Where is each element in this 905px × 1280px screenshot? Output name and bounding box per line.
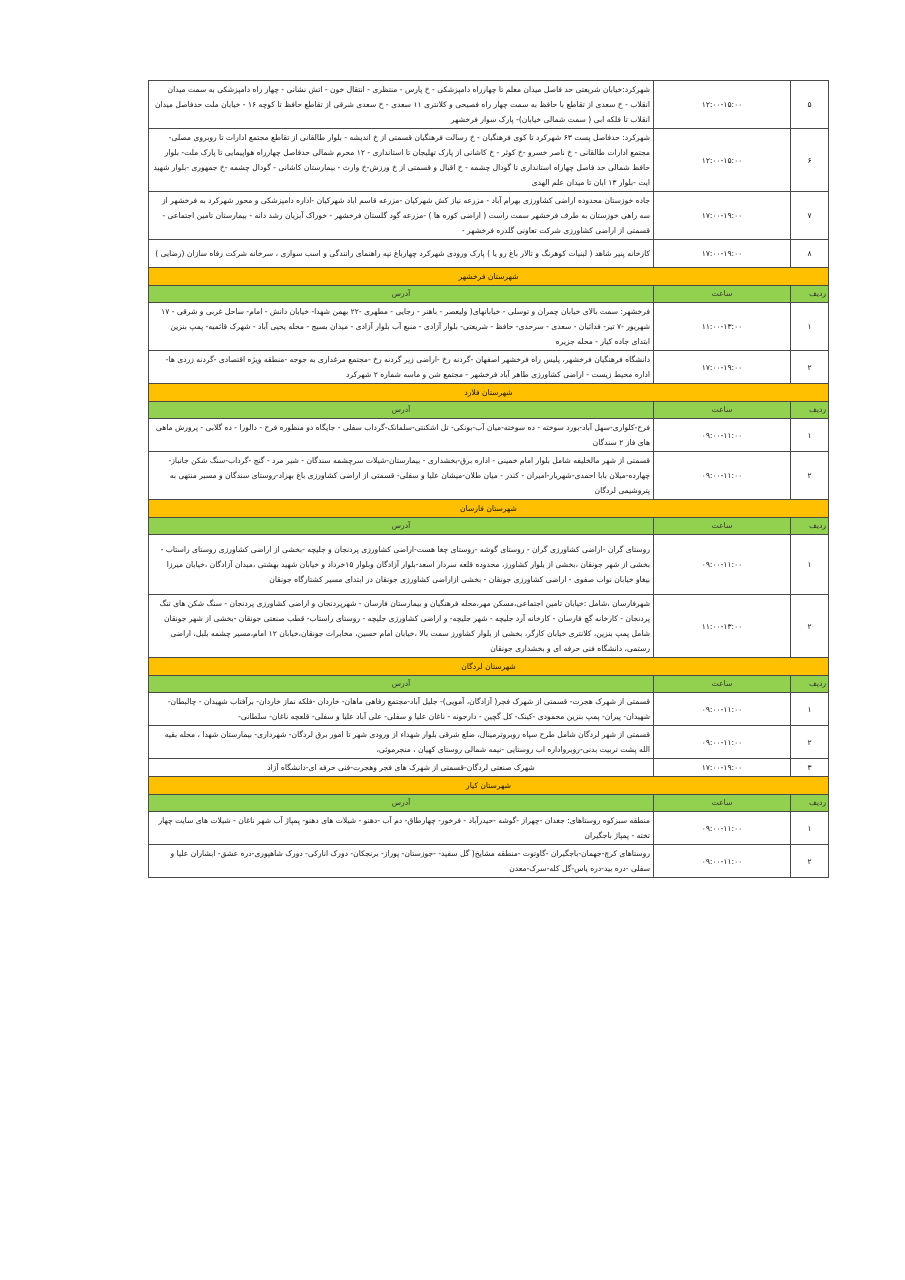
- column-header-row: [149, 795, 829, 812]
- row-number: ۲: [791, 845, 829, 878]
- row-address: فرح-کلواری-سهل آباد-بورد سوخته - ده سوخته-میان آب-بونکی- تل اشکنتی-سلمانک-گرداب سفلی - جایگاه دو منظوره فرح - دالورا - ده گلابی - پرورش ماهی های فاز ۲ سندگان: [149, 419, 654, 452]
- row-time: ۰۹:۰۰-۱۱:۰۰: [654, 726, 791, 759]
- row-number: ۱: [791, 303, 829, 351]
- row-time: ۰۹:۰۰-۱۱:۰۰: [654, 845, 791, 878]
- row-time: ۱۱:۰۰-۱۳:۰۰: [654, 595, 791, 658]
- header-address: آدرس: [149, 518, 654, 535]
- row-time: ۰۹:۰۰-۱۱:۰۰: [654, 812, 791, 845]
- county-band: [149, 268, 829, 286]
- table-row: [149, 535, 829, 595]
- table-row: [149, 693, 829, 726]
- row-number: ۲: [791, 726, 829, 759]
- county-title: شهرستان لردگان: [149, 658, 829, 676]
- header-row-number: ردیف: [791, 402, 829, 419]
- county-band: [149, 384, 829, 402]
- row-number: ۲: [791, 452, 829, 500]
- county-band: [149, 500, 829, 518]
- row-number: ۱: [791, 812, 829, 845]
- row-time: ۱۲:۰۰-۱۵:۰۰: [654, 129, 791, 192]
- header-address: آدرس: [149, 795, 654, 812]
- header-row-number: ردیف: [791, 286, 829, 303]
- header-time: ساعت: [654, 286, 791, 303]
- table-row: [149, 303, 829, 351]
- header-time: ساعت: [654, 795, 791, 812]
- row-address: فرخشهر: سمت بالای خیابان چمران و توسلی - خیابانهای( ولیعصر - باهنر - رجایی - مطهری -۲۲ بهمن شهدا- خیابان دانش - امام- ساحل غربی و شرقی - ۱۷ شهریور -۷ تیر- فدائیان - سعدی - سرحدی- حافظ - شریعتی- بلوار آزادی - منبع آب بلوار آزادی - میدان بسیج - محله یحیی آباد - شهرک قائمیه- پمپ بنزین ابتدای جاده کیار - محله جزیره: [149, 303, 654, 351]
- header-address: آدرس: [149, 676, 654, 693]
- row-number: ۱: [791, 693, 829, 726]
- county-band: [149, 777, 829, 795]
- row-address: کارخانه پنیر شاهد ( لبنیات کوهرنگ و تالار باغ رو یا ) پارک ورودی شهرکرد چهارباغ تپه راهنمای رانندگی و اسب سواری ، سرخانه شرکت رفاه سازان (رضایی ): [149, 240, 654, 268]
- table-row: [149, 452, 829, 500]
- row-time: ۱۷:۰۰-۱۹:۰۰: [654, 240, 791, 268]
- row-number: ۳: [791, 759, 829, 777]
- column-header-row: [149, 402, 829, 419]
- county-title: شهرستان فرخشهر: [149, 268, 829, 286]
- row-time: ۱۷:۰۰-۱۹:۰۰: [654, 351, 791, 384]
- row-address: قسمتی از شهر لردگان شامل طرح سپاه روبروترمینال، ضلع شرقی بلوار شهداء از ورودی شهر تا امور برق لردگان- شهرداری- بیمارستان شهدا ، محله بقیه الله پشت تربیت بدنی-روبرواداره اب روستایی -نیمه شمالی روستای کهیان ، منجرموئی،: [149, 726, 654, 759]
- table-row: [149, 726, 829, 759]
- row-time: ۰۹:۰۰-۱۱:۰۰: [654, 535, 791, 595]
- row-time: ۰۹:۰۰-۱۱:۰۰: [654, 419, 791, 452]
- header-row-number: ردیف: [791, 518, 829, 535]
- county-title: شهرستان کیار: [149, 777, 829, 795]
- row-number: ۸: [791, 240, 829, 268]
- header-time: ساعت: [654, 402, 791, 419]
- header-address: آدرس: [149, 286, 654, 303]
- table-row: [149, 240, 829, 268]
- row-number: ۱: [791, 535, 829, 595]
- outage-schedule-table: [148, 80, 829, 878]
- row-time: ۰۹:۰۰-۱۱:۰۰: [654, 452, 791, 500]
- row-time: ۰۹:۰۰-۱۱:۰۰: [654, 693, 791, 726]
- row-address: شهرفارسان ،شامل :خیابان تامین اجتماعی،مسکن مهر،محله فرهنگیان و بیمارستان فارسان - شهرپردنجان و اراضی کشاورزی پردنجان - سنگ شکن های تنگ پردنجان - کارخانه گچ فارسان - کارخانه آرد جلیچه - شهر جلیچه- و اراضی کشاورزی جلیچه - روستای راستاب- قطب صنعتی جونقان -بخشی از شهر جونقان شامل پمپ بنزین، کلانتری خیابان کارگر، بخشی از بلوار کشاورز سمت بالا ،خیابان امام حسین، مخابرات جونقان،خیابان ۱۲ امام،مسیر چشمه بلبل، اراضی رستمی، دانشگاه فنی حرفه ای و بخشداری جونقان: [149, 595, 654, 658]
- row-address: منطقه سبزکوه روستاهای: جغدان -چهراز -گوشه -حیدرآباد - فرخور- چهارطاق- دم آب -دهنو - شیلات های دهنو- پمپاژ آب شهر ناغان - شیلات های سایت چهار تخته - پمپاژ باجگیران: [149, 812, 654, 845]
- row-time: ۱۲:۰۰-۱۵:۰۰: [654, 81, 791, 129]
- row-number: ۵: [791, 81, 829, 129]
- outage-schedule-sheet: [148, 80, 828, 878]
- row-address: روستاهای کرچ-جهمان-باجگیران -گاوتوت -منطقه مشایخ( گل سفید- -جوزستان- پوراز- برنجکان- دورک انارکی- دورک شاهپوری-دره عشق- ابشاران علیا و سفلی -دره بید-دره یاس-گل کله-سرک-معدن: [149, 845, 654, 878]
- header-time: ساعت: [654, 518, 791, 535]
- county-title: شهرستان فلارد: [149, 384, 829, 402]
- row-address: شهرکرد:خیابان شریعتی حد فاصل میدان معلم تا چهارراه دامپزشکی - خ پارس - منتظری - انتقال خون - اتش نشانی - چهار راه دامپزشکی به سمت میدان انقلاب - خ سعدی از تقاطع با حافظ به سمت چهار راه فصیحی و کلانتری ۱۱ سعدی - خ سعدی شرقی از تقاطع حافظ تا کوچه ۱۶ - خیابان ملت حدفاصل میدان انقلاب تا فلکه ابی ( سمت شمالی خیابان)- پارک سوار فرخشهر: [149, 81, 654, 129]
- row-address: قسمتی از شهر مالخلیفه شامل بلوار امام خمینی - اداره برق-بخشداری - بیمارستان-شیلات سرچشمه سندگان - شیر مرد - گنج -گرداب-سنگ شکن جانباز- چهارده-میلان بابا احمدی-شهریار-امیران - کندر - میان طلان-میشان علیا و سفلی- قسمتی از اراضی کشاورزی باغ بهزاد-روستای سندگان و مسیر منتهی به پتروشیمی لردگان: [149, 452, 654, 500]
- row-number: ۶: [791, 129, 829, 192]
- table-row: [149, 192, 829, 240]
- table-row: [149, 812, 829, 845]
- row-address: شهرکرد: حدفاصل پست ۶۳ شهرکرد تا کوی فرهنگیان - خ رسالت فرهنگیان قسمتی از خ اندیشه - بلوار طالقانی از تقاطع مجتمع ادارات تا روبروی مصلی- مجتمع ادارات طالقانی - خ ناصر خسرو -خ کوثر - خ کاشانی از پارک تهلیجان تا استانداری - ۱۲ محرم شمالی حدفاصل چهارراه هواپیمایی تا پارک ملت- بلوار حافظ شمالی حد فاصل چهاراه استانداری تا گودال چشمه - خ اقبال و قسمتی از خ ورزش-خ وارث - بیمارستان کاشانی - گودال چشمه -خ جمهوری -بلوار شهید ایت -بلوار ۱۳ ابان تا میدان علم الهدی: [149, 129, 654, 192]
- header-row-number: ردیف: [791, 795, 829, 812]
- row-address: قسمتی از شهرک هجرت- قسمتی از شهرک فجر( آزادگان، آمویی)- جلیل آباد-مجتمع رفاهی ماهان- خاردان -فلکه نماز خاردان- برآفتاب شهیدان - چالبطان- شهیدان- پیران- پمپ بنزین محمودی -کینک- کل گچین - دارجونه - ناغان علیا و سفلی- علی آباد علیا و سفلی- قلعچه ناغان- سلطانی-: [149, 693, 654, 726]
- county-title: شهرستان فارسان: [149, 500, 829, 518]
- row-address: جاده خوزستان محدوده اراضی کشاورزی بهرام آباد - مزرعه نیاز کش شهرکیان -مزرعه قاسم اباد شهرکیان -اداره دامپزشکی و محور شهرکرد به فرخشهر از سه راهی خوزستان به طرف فرخشهر سمت راست ( اراضی کوره ها ) -مزرعه گود گلستان فرخشهر - خوراک آبزیان رشد دانه - بیمارستان تامین اجتماعی - قسمتی از اراضی کشاورزی شرکت تعاونی گلدره فرخشهر -: [149, 192, 654, 240]
- table-row: [149, 595, 829, 658]
- row-address: دانشگاه فرهنگیان فرخشهر، پلیس راه فرخشهر اصفهان -گردنه رخ -اراضی زیر گردنه رخ -مجتمع مرغداری به جوجه -منطقه ویژه اقتصادی -گردنه زردی ها- اداره محیط زیست - اراضی کشاورزی طاهر آباد فرخشهر - مجتمع شن و ماسه شماره ۲ شهرکرد: [149, 351, 654, 384]
- row-number: ۲: [791, 351, 829, 384]
- header-row-number: ردیف: [791, 676, 829, 693]
- row-time: ۱۷:۰۰-۱۹:۰۰: [654, 759, 791, 777]
- header-address: آدرس: [149, 402, 654, 419]
- table-row: [149, 81, 829, 129]
- table-row: [149, 845, 829, 878]
- row-number: ۱: [791, 419, 829, 452]
- row-address: شهرک صنعتی لردگان-قسمتی از شهرک های فجر وهجرت-فنی حرفه ای-دانشگاه آزاد: [149, 759, 654, 777]
- table-row: [149, 129, 829, 192]
- row-time: ۱۱:۰۰-۱۳:۰۰: [654, 303, 791, 351]
- column-header-row: [149, 676, 829, 693]
- table-body: [149, 81, 829, 878]
- row-address: روستای گران -اراضی کشاورزی گران - روستای گوشه -روستای چغا هست-اراضی کشاورزی پردنجان و جلیچه -بخشی از اراضی کشاورزی روستای راستاب - بخشی از شهر جونقان ،بخشی از بلوار کشاورز، محدوده قلعه سردار اسعد-بلوار آزادگان وبلوار ۱۵خرداد و خیابان شهید بهشتی ،میدان آزادگان ،خیابان میرزا بیغاو خیابان نواب صفوی - اراضی کشاورزی جونقان - بخشی ازاراضی کشاورزی جونقان در ابتدای مسیر کشتارگاه جونقان: [149, 535, 654, 595]
- row-number: ۷: [791, 192, 829, 240]
- table-row: [149, 351, 829, 384]
- row-number: ۲: [791, 595, 829, 658]
- table-row: [149, 759, 829, 777]
- table-row: [149, 419, 829, 452]
- column-header-row: [149, 518, 829, 535]
- county-band: [149, 658, 829, 676]
- row-time: ۱۷:۰۰-۱۹:۰۰: [654, 192, 791, 240]
- header-time: ساعت: [654, 676, 791, 693]
- column-header-row: [149, 286, 829, 303]
